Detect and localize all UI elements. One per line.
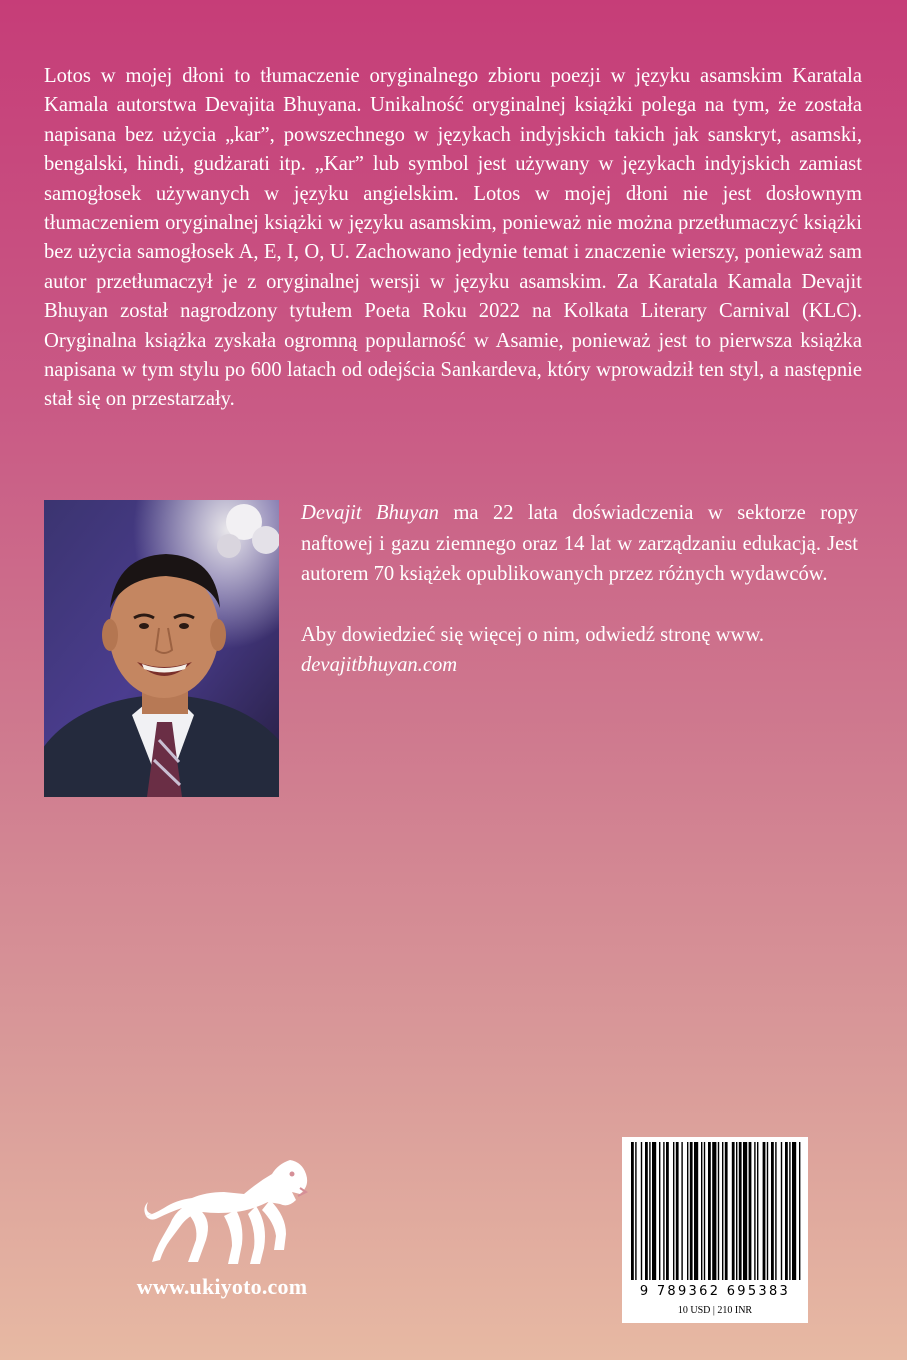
- author-website-link[interactable]: devajitbhuyan.com: [301, 654, 458, 676]
- barcode-bar: [749, 1142, 752, 1280]
- barcode-bar: [635, 1142, 636, 1280]
- barcode-bar: [641, 1142, 642, 1280]
- barcode-bar: [708, 1142, 711, 1280]
- barcode-bar: [718, 1142, 719, 1280]
- barcode-bar: [792, 1142, 796, 1280]
- author-name: Devajit Bhuyan: [301, 502, 439, 524]
- barcode-bar: [690, 1142, 693, 1280]
- barcode-bar: [743, 1142, 747, 1280]
- barcode-bar: [673, 1142, 674, 1280]
- barcode-bar: [757, 1142, 758, 1280]
- barcode-bar: [701, 1142, 702, 1280]
- barcode-bar: [631, 1142, 634, 1280]
- barcode-bar: [763, 1142, 766, 1280]
- leaping-lion-icon: [140, 1152, 310, 1272]
- barcode-bar: [785, 1142, 788, 1280]
- barcode-bar: [754, 1142, 755, 1280]
- barcode-bar: [687, 1142, 688, 1280]
- isbn-barcode: [622, 1137, 808, 1323]
- barcode-bar: [722, 1142, 723, 1280]
- barcode-bar: [649, 1142, 650, 1280]
- barcode-bar: [767, 1142, 768, 1280]
- barcode-bar: [739, 1142, 742, 1280]
- barcode-bar: [771, 1142, 774, 1280]
- barcode-bar: [645, 1142, 648, 1280]
- barcode-bar: [659, 1142, 660, 1280]
- author-photo: [44, 500, 279, 797]
- barcode-bar: [789, 1142, 790, 1280]
- barcode-bar: [652, 1142, 656, 1280]
- barcode-bar: [732, 1142, 735, 1280]
- barcode-bar: [725, 1142, 728, 1280]
- barcode-bar: [736, 1142, 737, 1280]
- barcode-bar: [775, 1142, 776, 1280]
- barcode-bar: [676, 1142, 679, 1280]
- barcode-bar: [704, 1142, 705, 1280]
- barcode-bar: [799, 1142, 800, 1280]
- barcode-bar: [681, 1142, 682, 1280]
- author-bio-paragraph: [301, 498, 858, 590]
- barcode-bar: [663, 1142, 664, 1280]
- isbn-number: 9 789362 695383: [639, 1284, 791, 1299]
- blurb-text: Lotos w mojej dłoni to tłumaczenie oryginalnego zbioru poezji w języku asamskim Karatala Kamala autorstwa Devajita Bhuyana. Unikalność oryginalnej książki polega na tym, że została napisana bez użycia „kar”, powszechnego w językach indyjskich takich jak sanskryt, asamski, bengalski, hindi, gudżarati itp. „Kar” lub symbol jest używany w językach indyjskich zamiast samogłosek używanych w języku angielskim. Lotos w mojej dłoni nie jest dosłownym tłumaczeniem oryginalnej książki w języku asamskim, ponieważ nie można przetłumaczyć książki bez użycia samogłosek A, E, I, O, U. Zachowano jedynie temat i znaczenie wierszy, ponieważ sam autor przetłumaczył je z oryginalnej wersji w języku asamskim. Za Karatala Kamala Devajit Bhuyan został nagrodzony tytułem Poeta Roku 2022 na Kolkata Literary Carnival (KLC). Oryginalna książka zyskała ogromną popularność w Asamie, ponieważ jest to pierwsza książka napisana w tym stylu po 600 latach od odejścia Sankardeva, który wprowadził ten styl, a następnie stał się on przestarzały.: [44, 65, 862, 411]
- barcode-bar: [712, 1142, 716, 1280]
- back-cover-blurb: [44, 62, 862, 415]
- barcode-bar: [781, 1142, 782, 1280]
- author-bio-text: ma 22 lata doświadczenia w sektorze ropy naftowej i gazu ziemnego oraz 14 lat w zarządzaniu edukacją. Jest autorem 70 książek opublikowanych przez różnych wydawców.: [301, 502, 858, 585]
- author-more-info: [301, 620, 858, 681]
- barcode-bar: [666, 1142, 669, 1280]
- author-bio: [301, 498, 858, 681]
- publisher-url[interactable]: www.ukiyoto.com: [136, 1274, 308, 1299]
- barcode-bar: [694, 1142, 698, 1280]
- price-label: 10 USD | 210 INR: [677, 1305, 753, 1316]
- author-more-text: Aby dowiedzieć się więcej o nim, odwiedź stronę www.: [301, 623, 765, 646]
